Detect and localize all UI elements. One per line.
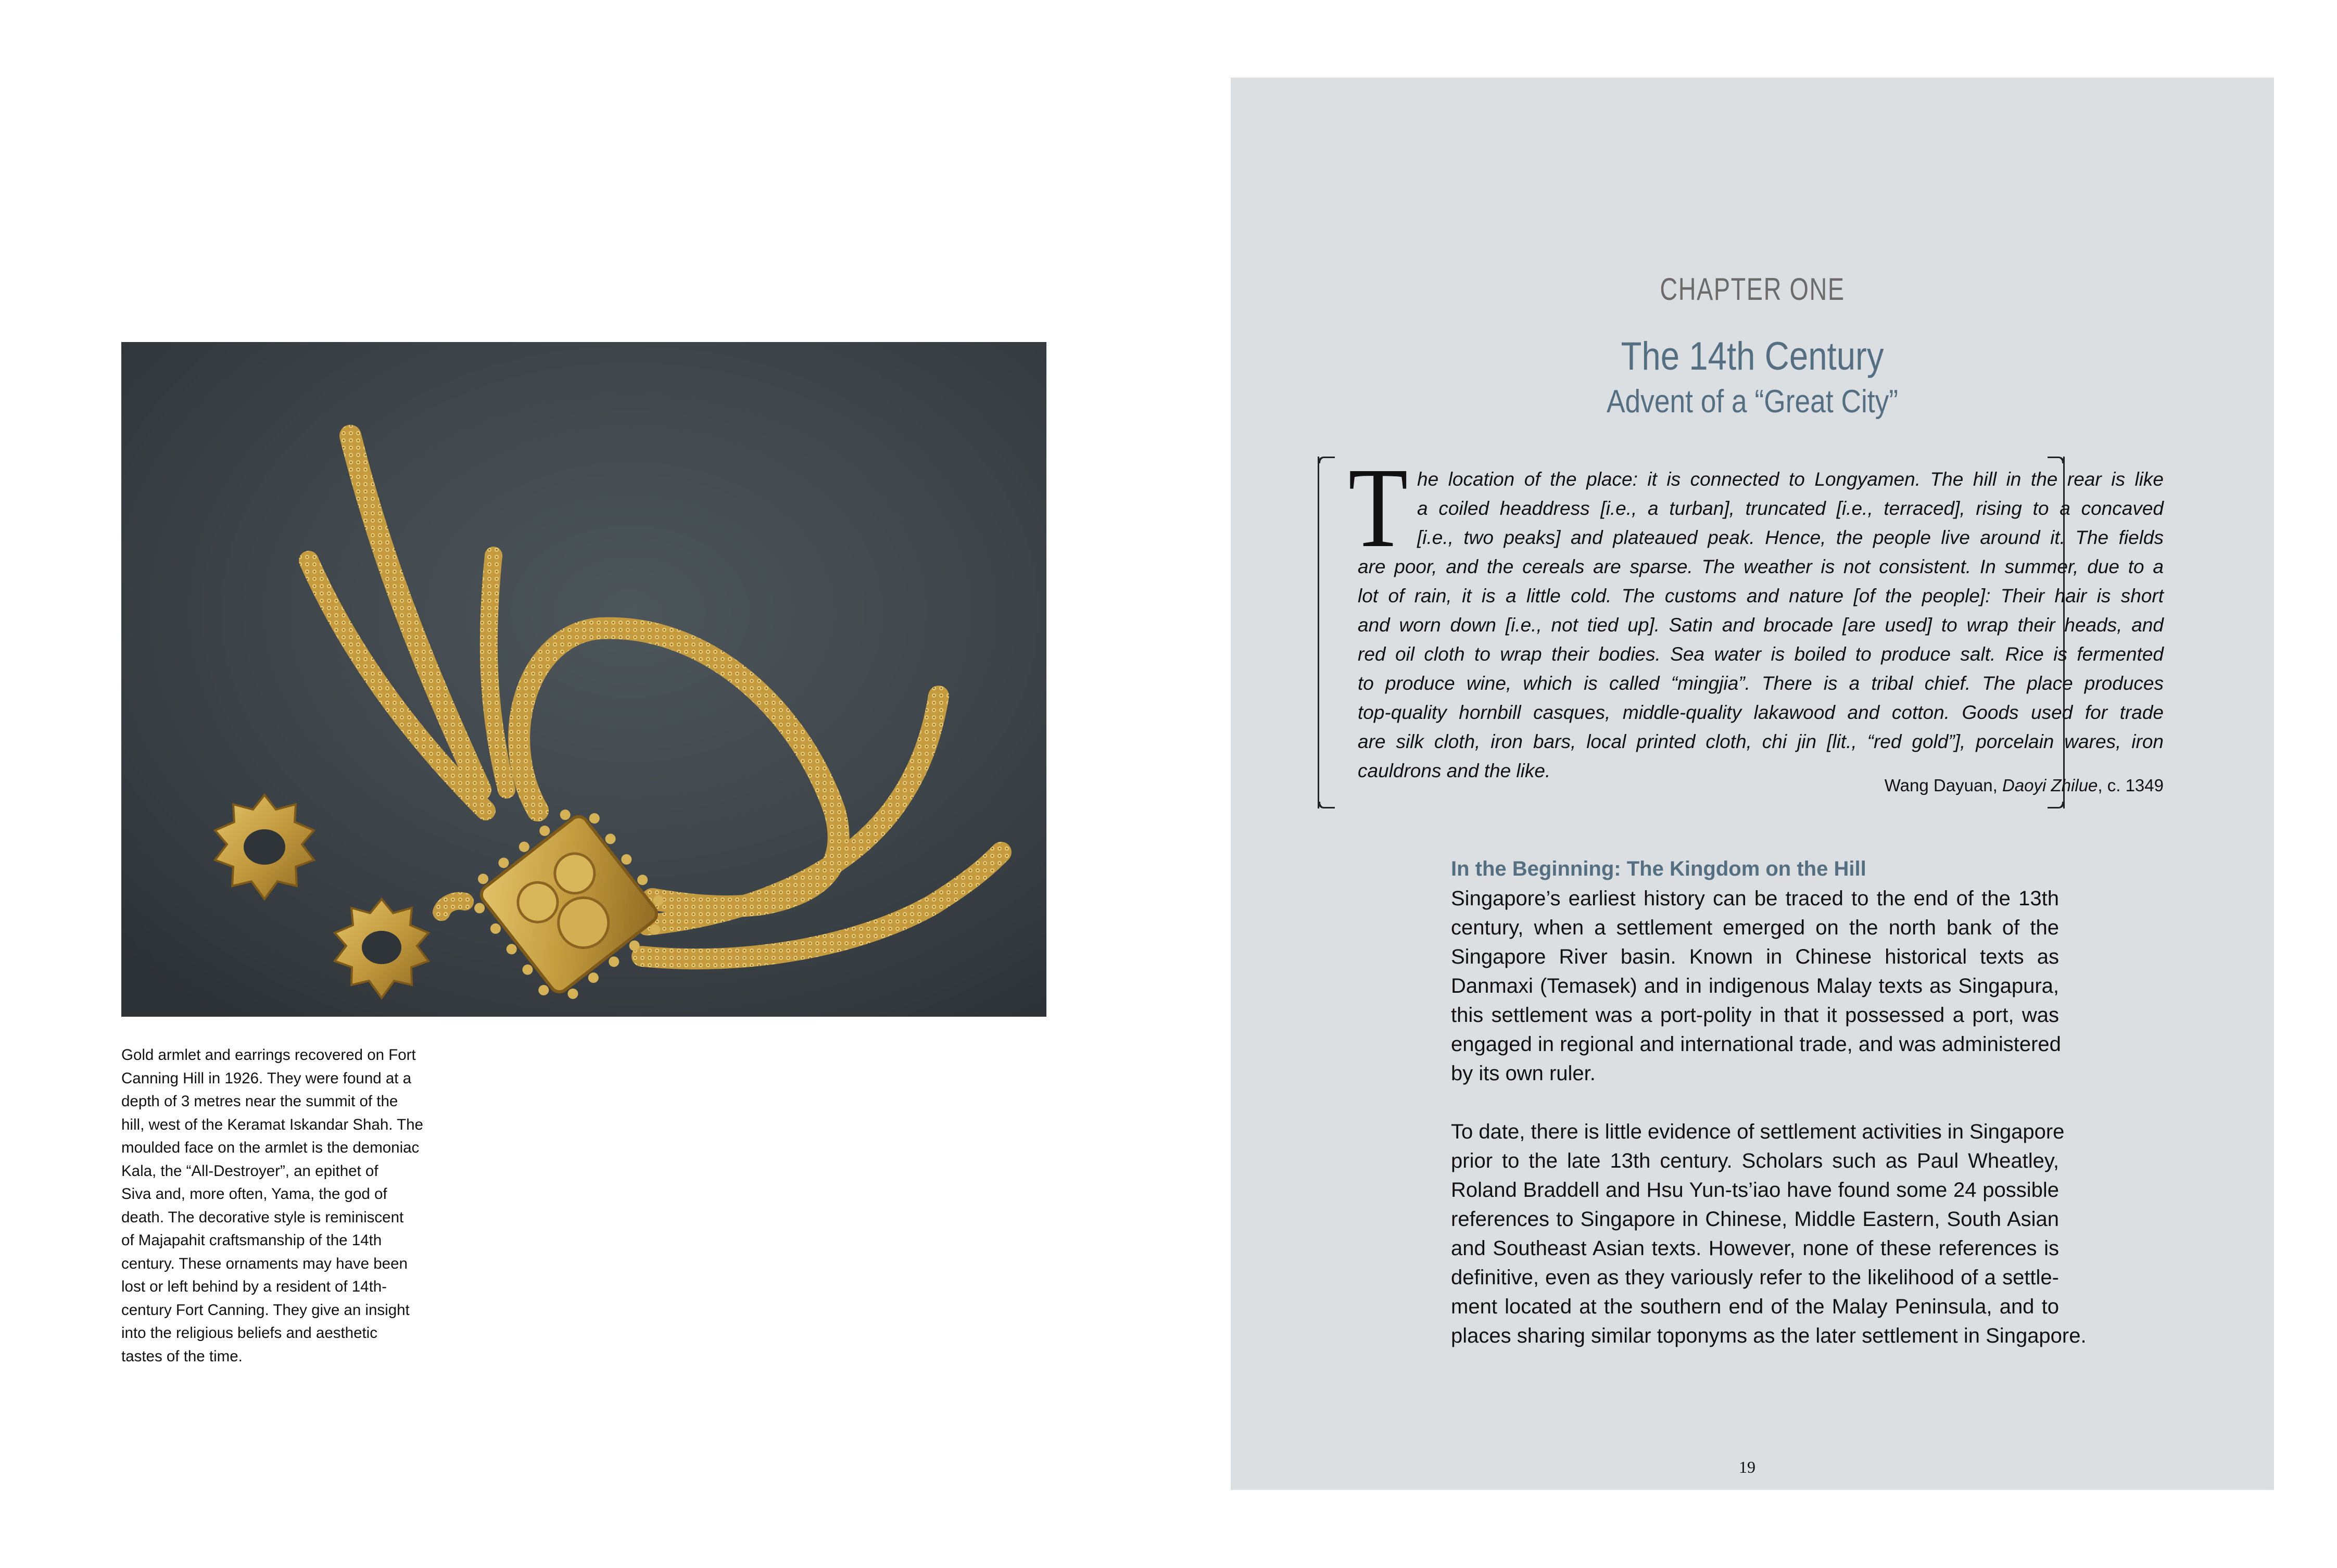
drop-cap: T xyxy=(1348,444,1408,571)
caption-line: Kala, the “All-Destroyer”, an epithet of xyxy=(121,1162,378,1180)
chapter-label: CHAPTER ONE xyxy=(1660,272,1845,307)
quote-line: and worn down [i.e., not tied up]. Satin and brocade [are used] to wrap their heads, and xyxy=(1358,614,2164,636)
caption-line: hill, west of the Keramat Iskandar Shah. The xyxy=(121,1116,423,1133)
quote-line: are poor, and the cereals are sparse. The weather is not consistent. In summer, due to a xyxy=(1358,556,2164,577)
quote-line: lot of rain, it is a little cold. The customs and nature [of the people]: Their hair is short xyxy=(1358,585,2164,606)
body-line: Danmaxi (Temasek) and in indigenous Malay texts as Singapura, xyxy=(1451,975,2059,997)
chapter-title: The 14th Century xyxy=(1621,334,1884,378)
caption-line: depth of 3 metres near the summit of the xyxy=(121,1093,398,1110)
body-line: Singapore River basin. Known in Chinese historical texts as xyxy=(1451,945,2059,968)
body-line: this settlement was a port-polity in that it possessed a port, was xyxy=(1451,1004,2059,1027)
body-line: To date, there is little evidence of settlement activities in Singapore xyxy=(1451,1120,2065,1143)
quote-attribution xyxy=(1666,774,2164,797)
page-number: 19 xyxy=(1739,1458,1755,1476)
body-line: by its own ruler. xyxy=(1451,1062,1596,1085)
body-line: century, when a settlement emerged on the north bank of the xyxy=(1451,916,2059,939)
photo-caption xyxy=(121,1044,475,1368)
body-line: definitive, even as they variously refer to the likelihood of a settle- xyxy=(1451,1266,2059,1289)
caption-line: Siva and, more often, Yama, the god of xyxy=(121,1185,387,1203)
caption-line: Canning Hill in 1926. They were found at a xyxy=(121,1069,412,1087)
quote-line: cauldrons and the like. xyxy=(1358,760,1551,781)
quote-line: are silk cloth, iron bars, local printed cloth, chi jin [lit., “red gold”], porcelain wares, iron xyxy=(1358,731,2164,752)
caption-line: moulded face on the armlet is the demoniac xyxy=(121,1139,420,1156)
body-line: and Southeast Asian texts. However, none of these references is xyxy=(1451,1237,2059,1260)
caption-line: Gold armlet and earrings recovered on Fort xyxy=(121,1046,416,1064)
caption-line: century Fort Canning. They give an insight xyxy=(121,1301,410,1319)
body-line: places sharing similar toponyms as the later settlement in Singapore. xyxy=(1451,1324,2087,1347)
caption-line: of Majapahit craftsmanship of the 14th xyxy=(121,1232,382,1249)
artifact-photo xyxy=(121,342,1046,1017)
attribution-author: Wang Dayuan, xyxy=(1884,776,2002,795)
quote-line: to produce wine, which is called “mingjia”. There is a tribal chief. The place produces xyxy=(1358,673,2164,694)
caption-line: lost or left behind by a resident of 14th- xyxy=(121,1278,387,1295)
body-line: Roland Braddell and Hsu Yun-ts’iao have found some 24 possible xyxy=(1451,1179,2059,1202)
quote-line: he location of the place: it is connected to Longyamen. The hill in the rear is like xyxy=(1417,469,2164,490)
caption-line: century. These ornaments may have been xyxy=(121,1255,408,1272)
body-line: engaged in regional and international trade, and was administered xyxy=(1451,1033,2061,1056)
section-heading: In the Beginning: The Kingdom on the Hill xyxy=(1451,857,1866,880)
body-line: ment located at the southern end of the Malay Peninsula, and to xyxy=(1451,1295,2059,1318)
caption-line: tastes of the time. xyxy=(121,1347,243,1365)
attribution-date: , c. 1349 xyxy=(2098,776,2164,795)
body-line: Singapore’s earliest history can be traced to the end of the 13th xyxy=(1451,887,2059,910)
quote-line: a coiled headdress [i.e., a turban], truncated [i.e., terraced], rising to a concaved xyxy=(1417,498,2164,519)
gold-jewelry-image xyxy=(121,342,1046,1017)
caption-line: into the religious beliefs and aesthetic xyxy=(121,1324,377,1342)
quote-line: [i.e., two peaks] and plateaued peak. Hence, the people live around it. The fields xyxy=(1417,527,2164,548)
quote-line: top-quality hornbill casques, middle-quality lakawood and cotton. Goods used for trade xyxy=(1358,702,2164,723)
body-line: references to Singapore in Chinese, Middle Eastern, South Asian xyxy=(1451,1208,2059,1231)
quote-bracket-left xyxy=(1318,457,1334,808)
body-line: prior to the late 13th century. Scholars such as Paul Wheatley, xyxy=(1451,1149,2059,1172)
attribution-work: Daoyi Zhilue xyxy=(2002,776,2098,795)
quote-line: red oil cloth to wrap their bodies. Sea water is boiled to produce salt. Rice is fermented xyxy=(1358,643,2164,665)
caption-line: death. The decorative style is reminiscent xyxy=(121,1208,404,1226)
chapter-subtitle: Advent of a “Great City” xyxy=(1606,384,1899,420)
